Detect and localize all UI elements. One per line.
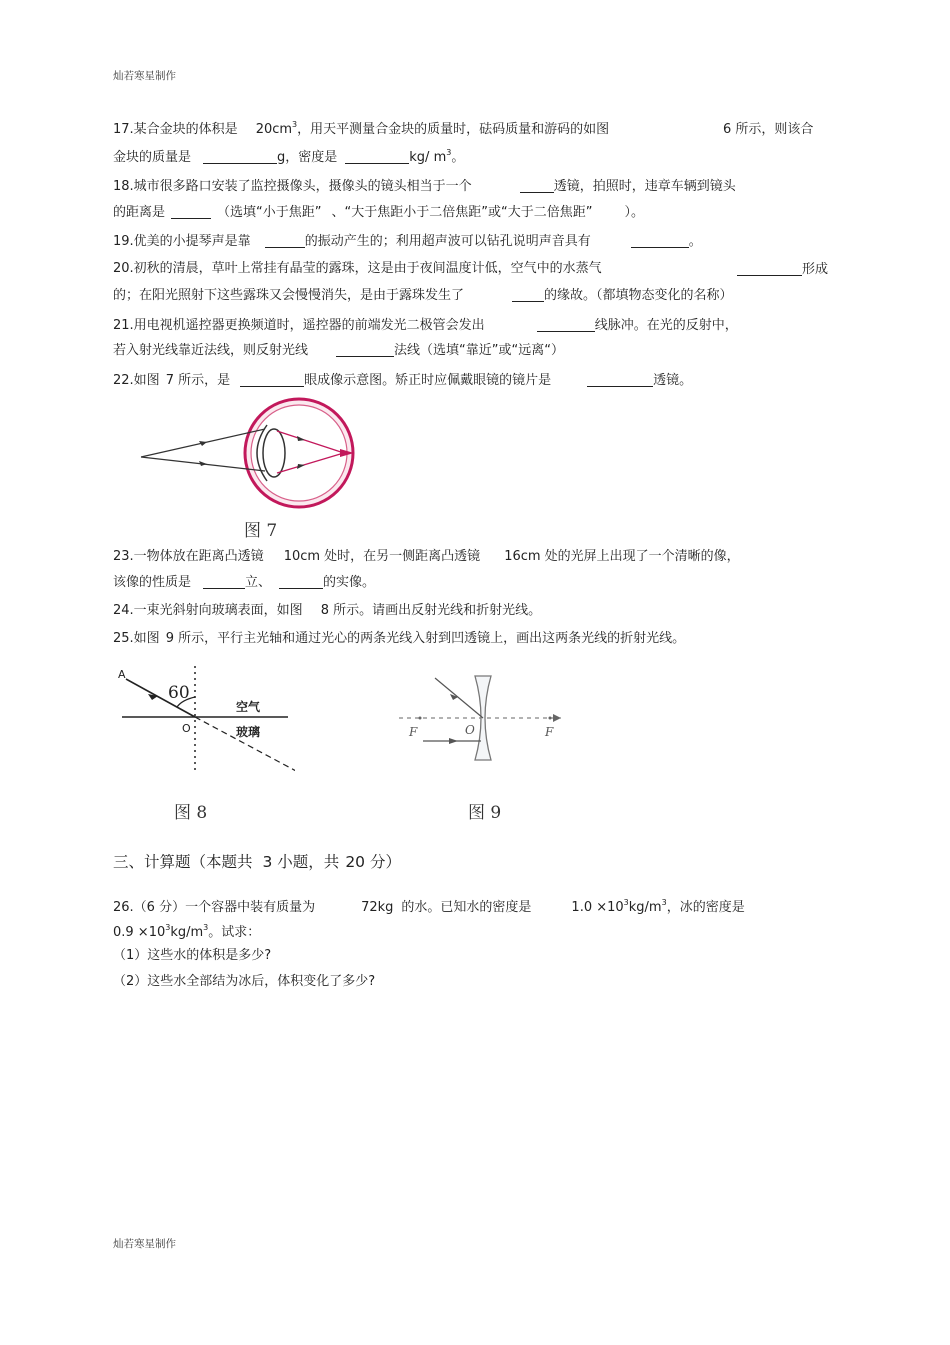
- section-3-title: 三、计算题（本题共 3 小题，共 20 分）: [113, 853, 401, 871]
- answer-blank[interactable]: [279, 574, 323, 589]
- optical-center-label: O: [465, 723, 475, 737]
- answer-blank[interactable]: [171, 204, 211, 219]
- figure-9-caption: 图 9: [468, 803, 502, 823]
- answer-blank[interactable]: [737, 261, 802, 276]
- question-20-line-1-end: 形成: [737, 261, 828, 278]
- answer-blank[interactable]: [336, 342, 394, 357]
- figure-7-caption: 图 7: [244, 521, 278, 541]
- question-23-line-2: 该像的性质是 立、 的实像。: [113, 575, 376, 590]
- answer-blank[interactable]: [587, 372, 653, 387]
- question-17-fig-ref: 6 所示，则该合: [723, 122, 814, 137]
- page-footer: 灿若寒星制作: [113, 1238, 176, 1250]
- question-26-sub-2: （2）这些水全部结为冰后，体积变化了多少?: [113, 974, 376, 989]
- question-26-line-2: $0.9 \times 10^3kg/m^3$。试求：: [113, 923, 261, 940]
- question-19: 19.优美的小提琴声是靠 的振动产生的；利用超声波可以钻孔说明声音具有 。: [113, 234, 702, 249]
- answer-blank[interactable]: [537, 317, 595, 332]
- figure-9-concave-lens: [395, 670, 565, 770]
- figure-8-caption: 图 8: [174, 803, 208, 823]
- glass-label: 玻璃: [236, 725, 261, 739]
- answer-blank[interactable]: [265, 233, 305, 248]
- point-a-label: A: [118, 668, 126, 681]
- figure-8-glass-surface: [110, 660, 295, 775]
- answer-blank[interactable]: [203, 574, 245, 589]
- air-label: 空气: [236, 700, 261, 714]
- question-21-line-1: 21.用电视机遥控器更换频道时，遥控器的前端发光二极管会发出 线脉冲。在光的反射中，: [113, 318, 738, 333]
- angle-label: 60: [168, 683, 190, 703]
- focus-left-label: F: [409, 725, 418, 739]
- answer-blank[interactable]: [240, 372, 304, 387]
- axis-arrow-icon: [553, 714, 561, 722]
- point-o-label: O: [182, 722, 191, 735]
- question-17-line-1: 17.某合金块的体积是 $20cm^3$，用天平测量合金块的质量时，砝码质量和游码的如图: [113, 120, 610, 137]
- crystalline-lens: [263, 429, 285, 477]
- question-18-line-2: 的距离是 （选填“小于焦距” 、“大于焦距小于二倍焦距”或“大于二倍焦距” ）。: [113, 205, 644, 220]
- answer-blank[interactable]: [512, 287, 544, 302]
- question-18-line-1: 18.城市很多路口安装了监控摄像头，摄像头的镜头相当于一个 透镜，拍照时，违章车辆到镜头: [113, 179, 736, 194]
- question-22: 22.如图 7 所示，是 眼成像示意图。矫正时应佩戴眼镜的镜片是 透镜。: [113, 373, 693, 388]
- focus-right-label: F: [545, 725, 554, 739]
- question-23-line-1: 23.一物体放在距离凸透镜 10cm 处时，在另一侧距离凸透镜 16cm 处的光屏上出现了一个清晰的像，: [113, 549, 740, 564]
- arrow-icon: [449, 738, 458, 744]
- question-24: 24.一束光斜射向玻璃表面，如图 8 所示。请画出反射光线和折射光线。: [113, 603, 542, 618]
- question-25: 25.如图 9 所示，平行主光轴和通过光心的两条光线入射到凹透镜上，画出这两条光线的折射光线。: [113, 631, 686, 646]
- question-21-line-2: 若入射光线靠近法线，则反射光线 法线（选填“靠近”或“远离“）: [113, 343, 564, 358]
- question-20-line-2: 的；在阳光照射下这些露珠又会慢慢消失，是由于露珠发生了 的缘故。（都填物态变化的名称）: [113, 288, 733, 303]
- focal-point-right: [549, 717, 552, 720]
- answer-blank[interactable]: [203, 149, 277, 164]
- arrow-icon: [450, 694, 458, 700]
- answer-blank[interactable]: [345, 149, 409, 164]
- page-header: 灿若寒星制作: [113, 70, 176, 82]
- question-26-sub-1: （1）这些水的体积是多少?: [113, 948, 272, 963]
- question-20-line-1: 20.初秋的清晨，草叶上常挂有晶莹的露珠，这是由于夜间温度计低，空气中的水蒸气: [113, 261, 602, 276]
- focal-point-left: [419, 717, 422, 720]
- arrow-icon: [199, 461, 207, 466]
- ray-through-center: [435, 678, 483, 718]
- figure-7-eye-diagram: [135, 395, 365, 510]
- answer-blank[interactable]: [520, 178, 554, 193]
- question-26-line-1: 26.（6 分）一个容器中装有质量为 72kg 的水。已知水的密度是 $1.0 \times 10^3kg/m^3$，冰的密度是: [113, 898, 745, 915]
- question-17-line-2: 金块的质量是 g，密度是 kg/ $m^3$。: [113, 148, 465, 165]
- answer-blank[interactable]: [631, 233, 689, 248]
